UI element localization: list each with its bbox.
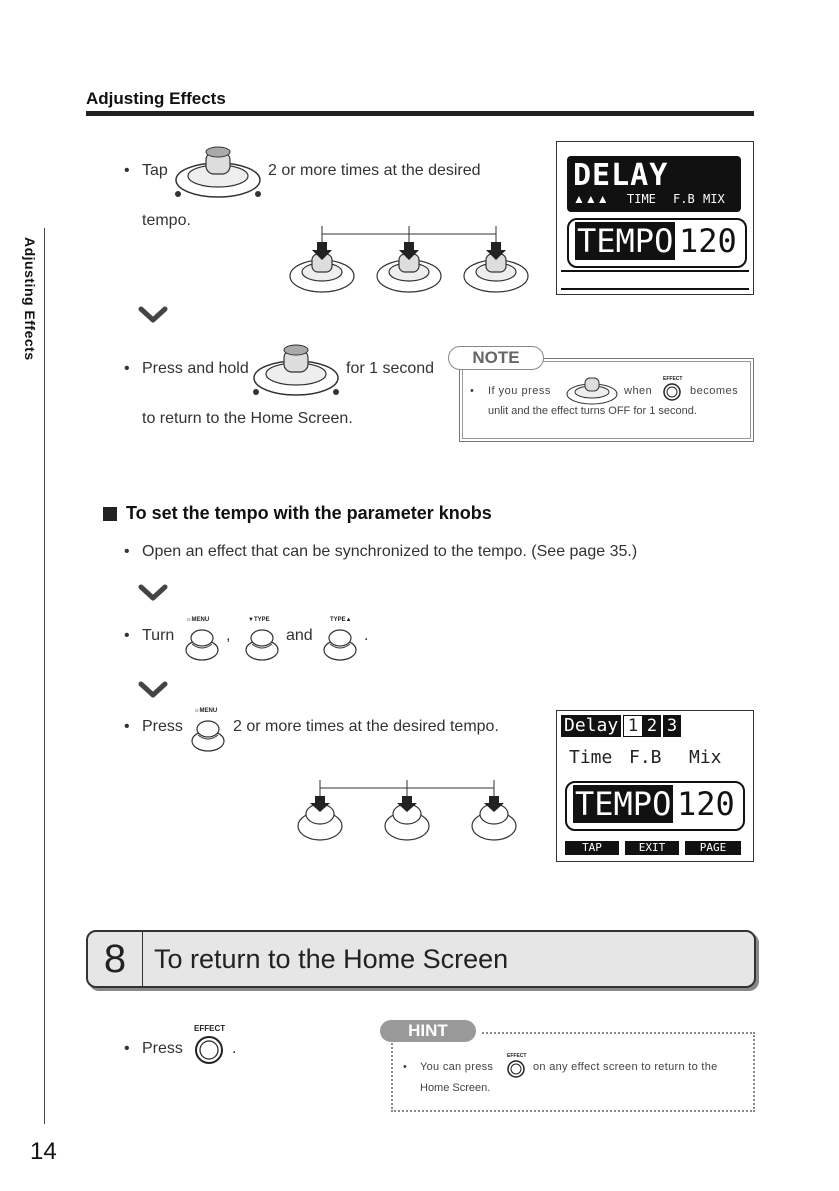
lcd-tempo-label: TEMPO xyxy=(577,222,674,260)
side-rule xyxy=(44,228,45,1124)
step-8-header xyxy=(86,930,756,988)
knob-label-type-down: ▼TYPE xyxy=(248,617,270,623)
chevron-down-icon xyxy=(138,306,168,324)
knob-timing-diagram xyxy=(290,776,530,846)
bullet: • xyxy=(124,543,130,560)
note-text-a: If you press xyxy=(488,385,551,397)
chevron-down-icon xyxy=(138,681,168,699)
press-text-2: 2 or more times at the desired tempo. xyxy=(233,718,499,735)
lcd-screen-effect xyxy=(556,710,754,862)
effect-label: EFFECT xyxy=(194,1024,226,1033)
lcd-screen-home: DELAY ▲▲▲ TIME F.B MIX TEMPO 120 xyxy=(556,141,754,295)
tap-text: Tap xyxy=(142,162,168,179)
knob-line-1: Open an effect that can be synchronized to the tempo. (See page 35.) xyxy=(142,543,638,560)
softkey-tap: TAP xyxy=(565,841,619,855)
effect-button-icon xyxy=(194,1035,224,1065)
lcd2-effect-name: Delay xyxy=(561,715,621,737)
lcd-param-time: TIME xyxy=(627,192,656,206)
press-hold-text-3: to return to the Home Screen. xyxy=(142,410,353,427)
step-number: 8 xyxy=(88,932,143,986)
softkey-page: PAGE xyxy=(685,841,741,855)
section-title: Adjusting Effects xyxy=(86,89,226,108)
lcd-param-fb: F.B xyxy=(673,192,695,206)
side-tab-label: Adjusting Effects xyxy=(22,237,38,361)
heading-square-icon xyxy=(103,507,117,521)
lcd-effect-name: DELAY xyxy=(573,158,669,193)
note-text-b: when xyxy=(624,385,653,397)
footswitch-icon xyxy=(250,338,342,400)
knob-section-heading: To set the tempo with the parameter knobs xyxy=(126,503,492,523)
knob-icon xyxy=(184,624,220,662)
lcd2-param-mix: Mix xyxy=(689,747,722,768)
effect-button-icon xyxy=(662,382,682,402)
knob-label-menu: ☼MENU xyxy=(186,617,210,623)
tap-text-3: tempo. xyxy=(142,212,191,229)
press-hold-text-2: for 1 second xyxy=(346,360,435,377)
lcd2-page-1: 1 xyxy=(623,715,643,737)
turn-period: . xyxy=(364,627,369,644)
hint-text-c: Home Screen. xyxy=(420,1082,491,1094)
chevron-down-icon xyxy=(138,584,168,602)
note-text-d: unlit and the effect turns OFF for 1 second. xyxy=(488,405,697,417)
lcd2-tempo-value: 120 xyxy=(677,785,735,823)
hint-text-a: You can press xyxy=(420,1061,494,1073)
bullet: • xyxy=(124,627,130,644)
lcd-tempo-value: 120 xyxy=(679,222,737,260)
press-text: Press xyxy=(142,718,183,735)
knob-icon xyxy=(244,624,280,662)
knob-icon xyxy=(190,715,226,753)
press-hold-text: Press and hold xyxy=(142,360,249,377)
page-number: 14 xyxy=(30,1138,57,1165)
knob-label-type-up: TYPE▲ xyxy=(330,617,352,623)
lcd2-param-fb: F.B xyxy=(629,747,662,768)
step-title: To return to the Home Screen xyxy=(154,944,509,974)
note-tag: NOTE xyxy=(448,346,544,370)
lcd-param-mix: MIX xyxy=(703,192,725,206)
title-rule xyxy=(86,111,754,116)
lcd2-page-2: 2 xyxy=(643,715,661,737)
effect-label: EFFECT xyxy=(663,376,683,382)
tap-text-2: 2 or more times at the desired xyxy=(268,162,481,179)
press-effect-text: Press xyxy=(142,1040,183,1057)
knob-label-menu: ☼MENU xyxy=(194,708,218,714)
tap-timing-diagram xyxy=(284,222,534,298)
hint-text-b: on any effect screen to return to the xyxy=(533,1061,718,1073)
bullet: • xyxy=(124,718,130,735)
effect-button-icon xyxy=(506,1059,526,1079)
note-text-c: becomes xyxy=(690,385,739,397)
note-bullet: • xyxy=(470,385,474,397)
bullet: • xyxy=(124,162,130,179)
knob-icon xyxy=(322,624,358,662)
effect-label: EFFECT xyxy=(507,1053,527,1059)
softkey-exit: EXIT xyxy=(625,841,679,855)
lcd2-param-time: Time xyxy=(569,747,613,768)
turn-text: Turn xyxy=(142,627,175,644)
bullet: • xyxy=(124,1040,130,1057)
footswitch-icon xyxy=(564,370,620,406)
turn-comma: , xyxy=(226,627,231,644)
hint-bullet: • xyxy=(403,1061,407,1073)
hint-tag: HINT xyxy=(380,1020,476,1042)
bullet: • xyxy=(124,360,130,377)
turn-and: and xyxy=(286,627,313,644)
footswitch-icon xyxy=(172,140,264,202)
press-effect-period: . xyxy=(232,1040,237,1057)
lcd2-page-3: 3 xyxy=(663,715,681,737)
lcd2-tempo-label: TEMPO xyxy=(575,785,672,823)
